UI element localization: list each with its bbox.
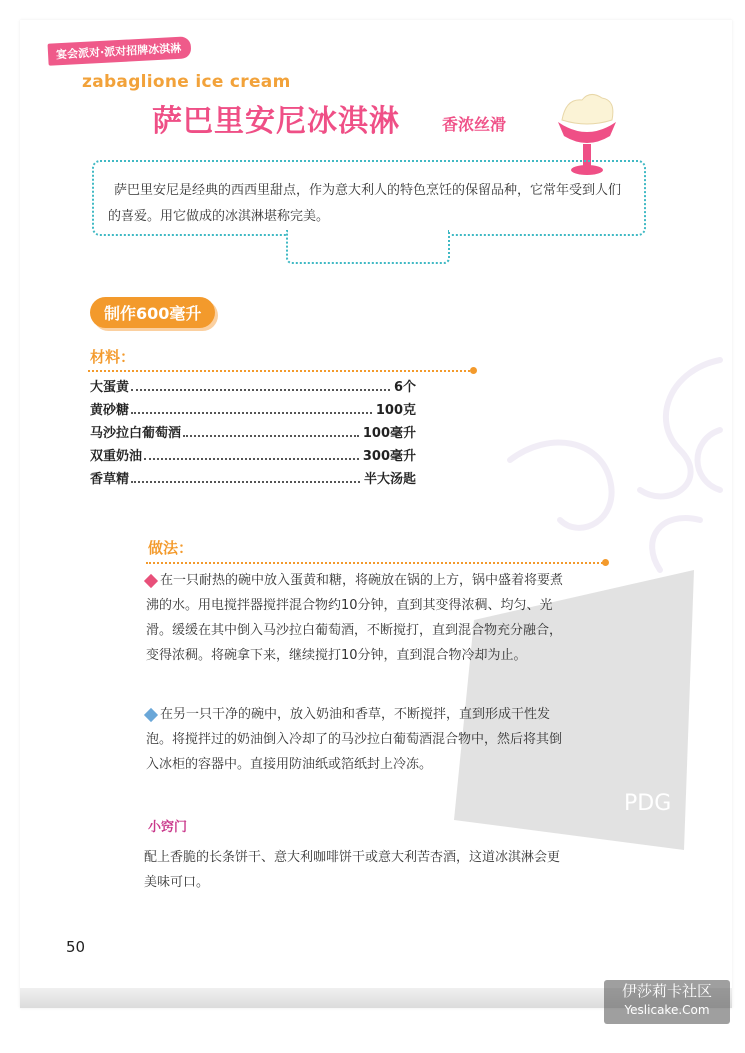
stamp-label: PDG xyxy=(624,791,672,816)
method-step xyxy=(146,568,564,668)
step-bullet-icon xyxy=(144,707,158,721)
leader-dots xyxy=(183,435,359,437)
leader-dots xyxy=(131,412,372,414)
watermark-line-1: 伊莎莉卡社区 xyxy=(621,982,712,1000)
leader-dots xyxy=(131,481,360,483)
site-watermark xyxy=(604,980,730,1024)
ingredient-row xyxy=(90,445,416,468)
tip-text: 配上香脆的长条饼干、意大利咖啡饼干或意大利苦杏酒，这道冰淇淋会更美味可口。 xyxy=(144,850,561,890)
ingredient-amount: 300毫升 xyxy=(362,449,416,464)
leader-dots xyxy=(131,389,390,391)
step-bullet-icon xyxy=(144,573,158,587)
ingredient-amount: 6个 xyxy=(393,380,416,395)
ingredient-name: 黄砂糖 xyxy=(90,403,130,418)
tip-heading: 小窍门 xyxy=(148,820,188,835)
ingredient-amount: 半大汤匙 xyxy=(363,472,416,487)
intro-box-tail xyxy=(286,230,450,264)
ingredients-divider xyxy=(88,370,474,372)
ingredient-row xyxy=(90,468,416,491)
ingredients-heading: 材料： xyxy=(90,348,136,366)
ingredient-row xyxy=(90,376,416,399)
ingredient-name: 马沙拉白葡萄酒 xyxy=(90,426,182,441)
method-divider xyxy=(146,562,606,564)
intro-text: 萨巴里安尼是经典的西西里甜点，作为意大利人的特色烹饪的保留品种，它常年受到人们的喜爱。用它做成的冰淇淋堪称完美。 xyxy=(108,183,622,224)
ingredient-row xyxy=(90,399,416,422)
page-number: 50 xyxy=(66,938,86,956)
ingredient-amount: 100克 xyxy=(375,403,416,418)
method-heading: 做法： xyxy=(148,539,194,557)
ingredient-row xyxy=(90,422,416,445)
english-title: zabaglione ice cream xyxy=(82,72,291,92)
watermark-line-2: Yeslicake.Com xyxy=(624,1003,710,1017)
ingredients-list xyxy=(90,376,416,491)
section-tag: 宴会派对·派对招牌冰淇淋 xyxy=(48,36,192,65)
ingredient-name: 香草精 xyxy=(90,472,130,487)
page-title: 萨巴里安尼冰淇淋 xyxy=(152,104,400,139)
yield-badge: 制作600毫升 xyxy=(90,297,215,328)
ingredient-amount: 100毫升 xyxy=(362,426,416,441)
page-subtitle: 香浓丝滑 xyxy=(442,115,507,134)
leader-dots xyxy=(144,458,359,460)
step-text: 在一只耐热的碗中放入蛋黄和糖，将碗放在锅的上方，锅中盛着将要煮沸的水。用电搅拌器搅拌混合物约10分钟，直到其变得浓稠、均匀、光滑。缓缓在其中倒入马沙拉白葡萄酒，不断搅打，直到混合物充分融合，变得浓稠。将碗拿下来，继续搅打10分钟，直到混合物冷却为止。 xyxy=(146,573,564,663)
step-text: 在另一只干净的碗中，放入奶油和香草，不断搅拌，直到形成干性发泡。将搅拌过的奶油倒入冷却了的马沙拉白葡萄酒混合物中，然后将其倒入冰柜的容器中。直接用防油纸或箔纸封上冷冻。 xyxy=(146,707,563,772)
swirl-ornament xyxy=(490,340,730,580)
method-step xyxy=(146,702,564,777)
ingredient-name: 双重奶油 xyxy=(90,449,143,464)
ingredient-name: 大蛋黄 xyxy=(90,380,130,395)
